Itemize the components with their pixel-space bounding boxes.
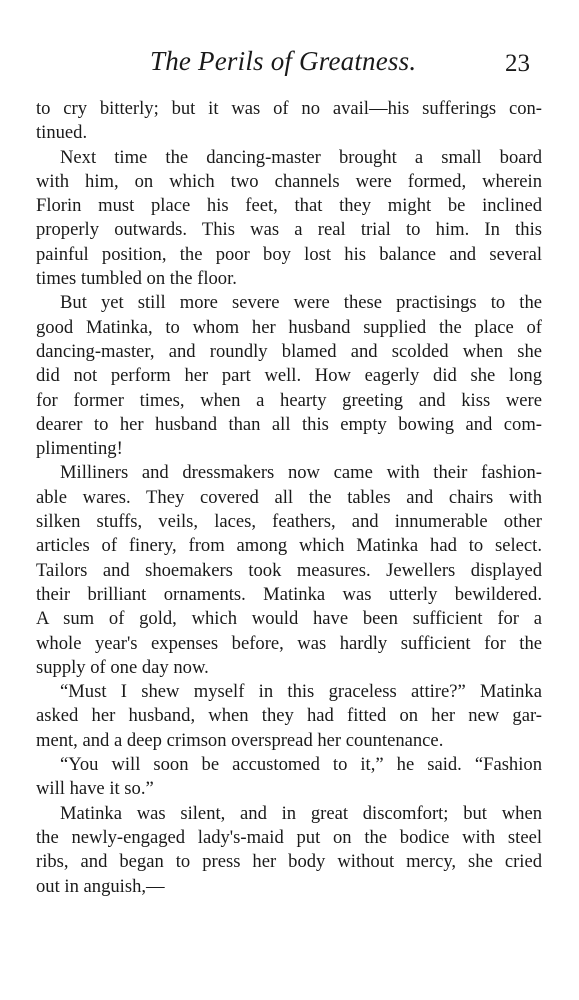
text-line: asked her husband, when they had fitted on her new gar- — [36, 705, 542, 727]
text-line: times tumbled on the floor. — [36, 268, 237, 290]
text-line: with him, on which two channels were formed, wherein — [36, 170, 542, 192]
text-line: to cry bitterly; but it was of no avail—his sufferings con- — [36, 98, 542, 119]
text-line: will have it so.” — [36, 778, 154, 800]
text-line: their brilliant ornaments. Matinka was utterly bewildered. — [36, 583, 542, 605]
text-line: dancing-master, and roundly blamed and scolded when she — [36, 340, 542, 362]
text-line: “Must I shew myself in this graceless attire?” Matinka — [60, 681, 542, 703]
text-line: plimenting! — [36, 438, 123, 460]
text-line: the newly-engaged lady's-maid put on the bodice with steel — [36, 826, 542, 848]
text-line: able wares. They covered all the tables and chairs with — [36, 486, 542, 508]
text-line: did not perform her part well. How eagerly did she long — [36, 365, 542, 387]
text-line: supply of one day now. — [36, 656, 209, 678]
text-line: Matinka was silent, and in great discomfort; but when — [60, 802, 542, 824]
text-line: Florin must place his feet, that they might be inclined — [36, 195, 542, 217]
text-line: Tailors and shoemakers took measures. Jewellers displayed — [36, 559, 542, 581]
text-line: A sum of gold, which would have been sufficient for a — [36, 608, 542, 630]
body-text — [36, 97, 542, 899]
page-number: 23 — [505, 50, 530, 77]
text-line: good Matinka, to whom her husband supplied the place of — [36, 316, 542, 338]
text-line: But yet still more severe were these practisings to the — [60, 292, 542, 314]
text-line: ribs, and began to press her body without mercy, she cried — [36, 851, 542, 873]
text-line: painful position, the poor boy lost his balance and several — [36, 243, 542, 265]
text-line: Next time the dancing-master brought a small board — [60, 146, 542, 168]
text-line: articles of finery, from among which Matinka had to select. — [36, 535, 542, 557]
text-line: ment, and a deep crimson overspread her countenance. — [36, 729, 444, 751]
text-line: Milliners and dressmakers now came with their fashion- — [60, 462, 542, 484]
running-title: The Perils of Greatness. — [150, 46, 417, 76]
text-line: whole year's expenses before, was hardly sufficient for the — [36, 632, 542, 654]
text-line: for former times, when a hearty greeting and kiss were — [36, 389, 542, 411]
running-head — [0, 46, 579, 86]
text-line: “You will soon be accustomed to it,” he said. “Fashion — [60, 754, 542, 776]
text-line: properly outwards. This was a real trial to him. In this — [36, 219, 542, 241]
text-line: tinued. — [36, 122, 88, 144]
text-line: dearer to her husband than all this empty bowing and com- — [36, 413, 542, 435]
text-line: out in anguish,— — [36, 875, 165, 897]
text-line: silken stuffs, veils, laces, feathers, and innumerable other — [36, 511, 542, 533]
